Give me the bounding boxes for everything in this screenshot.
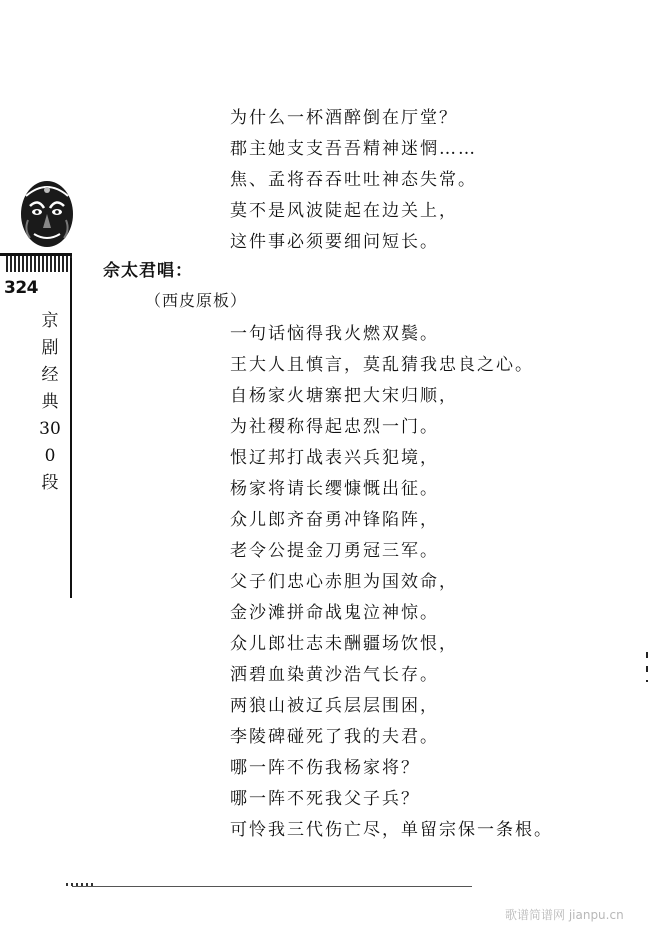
lyric-line: 莫不是风波陡起在边关上，: [230, 201, 458, 221]
lyric-line: 洒碧血染黄沙浩气长存。: [230, 665, 439, 685]
halftone-rule: [6, 256, 72, 272]
lyric-line: 焦、孟将吞吞吐吐神态失常。: [230, 170, 477, 190]
lyric-line: 众儿郎壮志未酬疆场饮恨，: [230, 634, 458, 654]
lyric-line: 为什么一杯酒醉倒在厅堂？: [230, 108, 458, 128]
tune-label: （西皮原板）: [145, 291, 248, 310]
lyric-line: 父子们忠心赤胆为国效命，: [230, 572, 458, 592]
lyric-line: 恨辽邦打战表兴兵犯境，: [230, 448, 439, 468]
edge-mark: [646, 652, 648, 682]
lyric-line: 一句话恼得我火燃双鬓。: [230, 324, 439, 344]
lyric-line: 李陵碑碰死了我的夫君。: [230, 727, 439, 747]
lyric-line: 可怜我三代伤亡尽，单留宗保一条根。: [230, 820, 553, 840]
lyric-line: 自杨家火塘寨把大宋归顺，: [230, 386, 458, 406]
speaker-label: 佘太君唱：: [103, 261, 193, 281]
lyric-line: 哪一阵不伤我杨家将？: [230, 758, 420, 778]
lyric-line: 众儿郎齐奋勇冲锋陷阵，: [230, 510, 439, 530]
opera-mask-icon: [16, 176, 78, 252]
footer-rule: [72, 886, 472, 887]
margin-rule: [70, 258, 72, 598]
lyric-line: 哪一阵不死我父子兵？: [230, 789, 420, 809]
lyric-line: 金沙滩拼命战鬼泣神惊。: [230, 603, 439, 623]
lyric-line: 王大人且慎言，莫乱猜我忠良之心。: [230, 355, 534, 375]
lyric-line: 杨家将请长缨慷慨出征。: [230, 479, 439, 499]
lyric-line: 郡主她支支吾吾精神迷惘……: [230, 139, 477, 159]
lyric-line: 两狼山被辽兵层层围困，: [230, 696, 439, 716]
lyric-line: 这件事必须要细问短长。: [230, 232, 439, 252]
watermark-text: 歌谱简谱网 jianpu.cn: [505, 908, 624, 922]
page-number: 324: [4, 278, 38, 298]
lyric-line: 老令公提金刀勇冠三军。: [230, 541, 439, 561]
lyric-line: 为社稷称得起忠烈一门。: [230, 417, 439, 437]
book-title: 京剧经典300段: [39, 311, 61, 493]
